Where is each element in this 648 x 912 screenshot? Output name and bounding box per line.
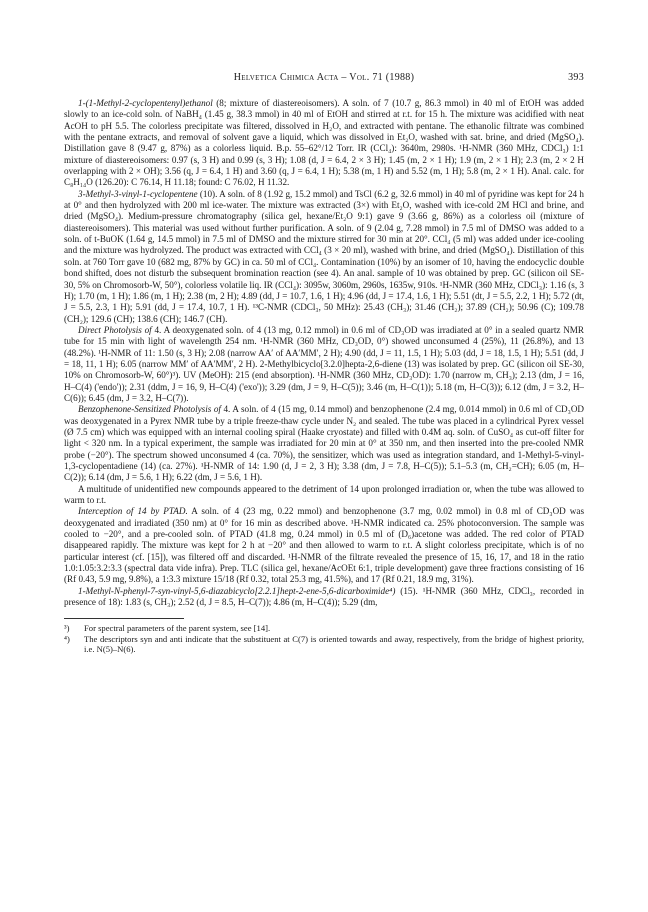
journal-title: Helvetica Chimica Acta – Vol. 71 (1988) <box>233 72 415 83</box>
paragraph-text: 4. A deoxygenated soln. of 4 (13 mg, 0.12 mmol) in 0.6 ml of CD₃OD was irradiated at 0° in a sealed quartz NMR tube for 15 min with light of wavelength 254 nm. ¹H-NMR (360 MHz, CD₃OD, 0°) showed unconsumed 4 (25%), 11 (26.8%), and 13 (48.2%). ¹H-NMR of 11: 1.50 (s, 3 H); 2.08 (narrow AA′ of AA′MM′, 2 H); 4.90 (dd, J = 11, 1.5, 1 H); 5.03 (dd, J = 18, 1.5, 1 H); 5.51 (dd, J = 18, 11, 1 H); 6.05 (narrow MM′ of AA′MM′, 2 H). 2-Methylbicyclo[3.2.0]hepta-2,6-diene (13) was isolated by prep. GC (silicon oil SE-30, 10% on Chromosorb-W, 60°)³). UV (MeOH): 215 (end absorption). ¹H-NMR (360 MHz, CD₃OD): 1.70 (narrow m, CH₃); 2.13 (dm, J = 16, H–C(4) ('endo')); 2.31 (ddm, J = 16, 9, H–C(4) ('exo')); 3.29 (dm, J = 9, H–C(5)); 3.46 (m, H–C(1)); 5.18 (m, H–C(3)); 6.12 (dm, J = 3.2, H–C(6)); 6.45 (dm, J = 3.2, H–C(7)). <box>64 324 584 403</box>
paragraph-text: A multitude of unidentified new compounds appeared to the detriment of 14 upon prolonged irradiation or, when the tube was allowed to warm to r.t. <box>64 483 584 506</box>
footnote-text: For spectral parameters of the parent system, see [14]. <box>84 623 271 634</box>
footnote-mark: ⁴) <box>64 633 70 644</box>
paragraph-text: A soln. of 4 (23 mg, 0.22 mmol) and benzophenone (3.7 mg, 0.02 mmol) in 0.8 ml of CD₃OD was deoxygenated and irradiated (350 nm) at 0° for 16 min as described above. ¹H-NMR indicated ca. 25% photoconversion. The sample was cooled to −20°, and a pre-cooled soln. of PTAD (41.8 mg, 0.24 mmol) in 0.5 ml of (D₆)acetone was added. The red color of PTAD disappeared rapidly. The mixture was kept for 2 h at −20° and then allowed to warm to r.t. A slight colorless precipitate, which is of no particular interest (cf. [15]), was filtered off and discarded. ¹H-NMR of the filtrate revealed the presence of 15, 16, 17, and 18 in the ratio 1.0:1.05:3.2:3.3 (spectral data vide infra). Prep. TLC (silica gel, hexane/AcOEt 6:1, triple development) gave three fractions consisting of 16 (Rf 0.43, 5.9 mg, 9.8%), a 1:3.3 mixture 15/18 (Rf 0.32, total 25.3 mg, 41.5%), and 17 (Rf 0.21, 18.9 mg, 31%). <box>64 506 584 585</box>
paragraph <box>64 189 584 325</box>
paragraph-text: (15). ¹H-NMR (360 MHz, CDCl₃, recorded in presence of 18): 1.83 (s, CH₃); 2.52 (d, J = 8.5, H–C(7)); 4.86 (m, H–C(4)); 5.29 (dm, <box>64 585 584 608</box>
paragraph-runin: Direct Photolysis of <box>78 324 152 335</box>
footnote-divider <box>64 618 184 619</box>
paragraph <box>64 98 584 189</box>
paragraph <box>64 484 584 507</box>
experimental-text <box>64 98 584 608</box>
paragraph-runin: 1-Methyl-N-phenyl-7-syn-vinyl-5,6-diazabicyclo[2.2.1]hept-2-ene-5,6-dicarboximide⁴) <box>78 585 396 596</box>
footnote-mark: ³) <box>64 623 70 634</box>
paragraph-text: (10). A soln. of 8 (1.92 g, 15.2 mmol) and TsCl (6.2 g, 32.6 mmol) in 40 ml of pyridine was kept for 24 h at 0° and then hydrolyzed with 200 ml ice-water. The mixture was extracted (3×) with Et₂O, washed with ice-cold 2M HCl and brine, and dried (MgSO₄). Medium-pressure chromatography (silica gel, hexane/Et₂O 9:1) gave 9 (3.66 g, 86%) as a colorless oil (mixture of diastereoisomers). This material was used without further purification. A soln. of 9 (2.04 g, 7.28 mmol) in 7.5 ml of DMSO was added to a soln. of t-BuOK (1.64 g, 14.5 mmol) in 7.5 ml of DMSO and the mixture stirred for 30 min at 20°. CCl₄ (5 ml) was added under ice-cooling and the mixture was hydrolyzed. The product was extracted with CCl₄ (3 × 20 ml), washed with brine, and dried (MgSO₄). Distillation of this soln. at 760 Torr gave 10 (682 mg, 87% by GC) in ca. 50 ml of CCl₄. Contamination (10%) by an isomer of 10, having the endocyclic double bond shifted, does not disturb the subsequent bromination reaction (see 4). An anal. sample of 10 was obtained by prep. GC (silicon oil SE-30, 5% on Chromosorb-W, 50°), colorless volatile liq. IR (CCl₄): 3095w, 3060m, 2960s, 1635w, 910s. ¹H-NMR (360 MHz, CDCl₃): 1.16 (s, 3 H); 1.70 (m, 1 H); 1.86 (m, 1 H); 2.38 (m, 2 H); 4.89 (dd, J = 10.7, 1.6, 1 H); 4.96 (dd, J = 17.4, 1.6, 1 H); 5.51 (dt, J = 5.5, 2.2, 1 H); 5.72 (dt, J = 5.5, 2.3, 1 H); 5.91 (dd, J = 17.4, 10.7, 1 H). ¹³C-NMR (CDCl₃, 50 MHz): 25.43 (CH₃); 31.46 (CH₂); 37.89 (CH₂); 50.96 (C); 109.78 (CH₂); 129.6 (CH); 138.6 (CH); 146.7 (CH). <box>64 188 584 324</box>
paragraph-text: (8; mixture of diastereoisomers). A soln. of 7 (10.7 g, 86.3 mmol) in 40 ml of EtOH was added slowly to an ice-cold soln. of NaBH₄ (1.45 g, 38.3 mmol) in 40 ml of EtOH and stirred at r.t. for 15 h. The mixture was acidified with neat AcOH to pH 5.5. The colorless precipitate was filtered, dissolved in H₂O, and extracted with pentane. The ethanolic filtrate was combined with the pentane extracts, and removal of solvent gave a liquid, which was dissolved in Et₂O, washed with sat. brine, and dried (MgSO₄). Distillation gave 8 (9.47 g, 87%) as a colorless liquid. B.p. 55–62°/12 Torr. IR (CCl₄): 3640m, 2980s. ¹H-NMR (360 MHz, CDCl₃) 1:1 mixture of diastereoisomers: 0.97 (s, 3 H) and 0.99 (s, 3 H); 1.08 (d, J = 6.4, 2 × 3 H); 1.45 (m, 2 × 1 H); 1.9 (m, 2 × 1 H); 2.3 (m, 2 × 2 H overlapping with 2 × OH); 3.56 (q, J = 6.4, 1 H) and 3.60 (q, J = 6.4, 1 H); 5.38 (m, 1 H) and 5.52 (m, 1 H); 5.8 (m, 2 × 1 H). Anal. calc. for C₈H₁₄O (126.20): C 76.14, H 11.18; found: C 76.02, H 11.32. <box>64 98 584 188</box>
footnote <box>64 634 584 655</box>
paragraph-runin: Interception of 14 by PTAD. <box>78 506 188 517</box>
paragraph <box>64 404 584 483</box>
footnotes <box>64 623 584 654</box>
paragraph-runin: 1-(1-Methyl-2-cyclopentenyl)ethanol <box>78 98 213 108</box>
footnote-text: The descriptors syn and anti indicate that the substituent at C(7) is oriented towards and away, respectively, from the bridge of highest priority, i.e. N(5)–N(6). <box>84 633 584 655</box>
paragraph <box>64 586 584 609</box>
paragraph-runin: 3-Methyl-3-vinyl-1-cyclopentene <box>78 188 198 199</box>
page-number: 393 <box>568 72 584 83</box>
footnote <box>64 623 584 633</box>
running-header <box>64 72 584 88</box>
paragraph <box>64 506 584 585</box>
paragraph-runin: Benzophenone-Sensitized Photolysis of <box>78 404 221 415</box>
paragraph-text: 4. A soln. of 4 (15 mg, 0.14 mmol) and benzophenone (2.4 mg, 0.014 mmol) in 0.6 ml of CD₃OD was deoxygenated in a Pyrex NMR tube by a triple freeze-thaw cycle under N₂ and sealed. The tube was placed in a cylindrical Pyrex vessel (Ø 7.5 cm) which was equipped with an internal cooling spiral (Haake cryostate) and filled with 0.4M aq. soln. of CuSO₄ as cut-off filter for light < 320 nm. In a typical experiment, the sample was irradiated for 20 min at 0° at 350 nm, and then inserted into the pre-cooled NMR probe (−20°). The spectrum showed unconsumed 4 (ca. 70%), the sensitizer, which was used as integration standard, and 1-Methyl-5-vinyl-1,3-cyclopentadiene (14) (ca. 27%). ¹H-NMR of 14: 1.90 (d, J = 2, 3 H); 3.38 (dm, J = 7.8, H–C(5)); 5.1–5.3 (m, CH₂=CH); 6.05 (m, H–C(2)); 6.14 (dm, J = 5.6, 1 H); 6.22 (dm, J = 5.6, 1 H). <box>64 404 584 483</box>
paragraph <box>64 325 584 404</box>
